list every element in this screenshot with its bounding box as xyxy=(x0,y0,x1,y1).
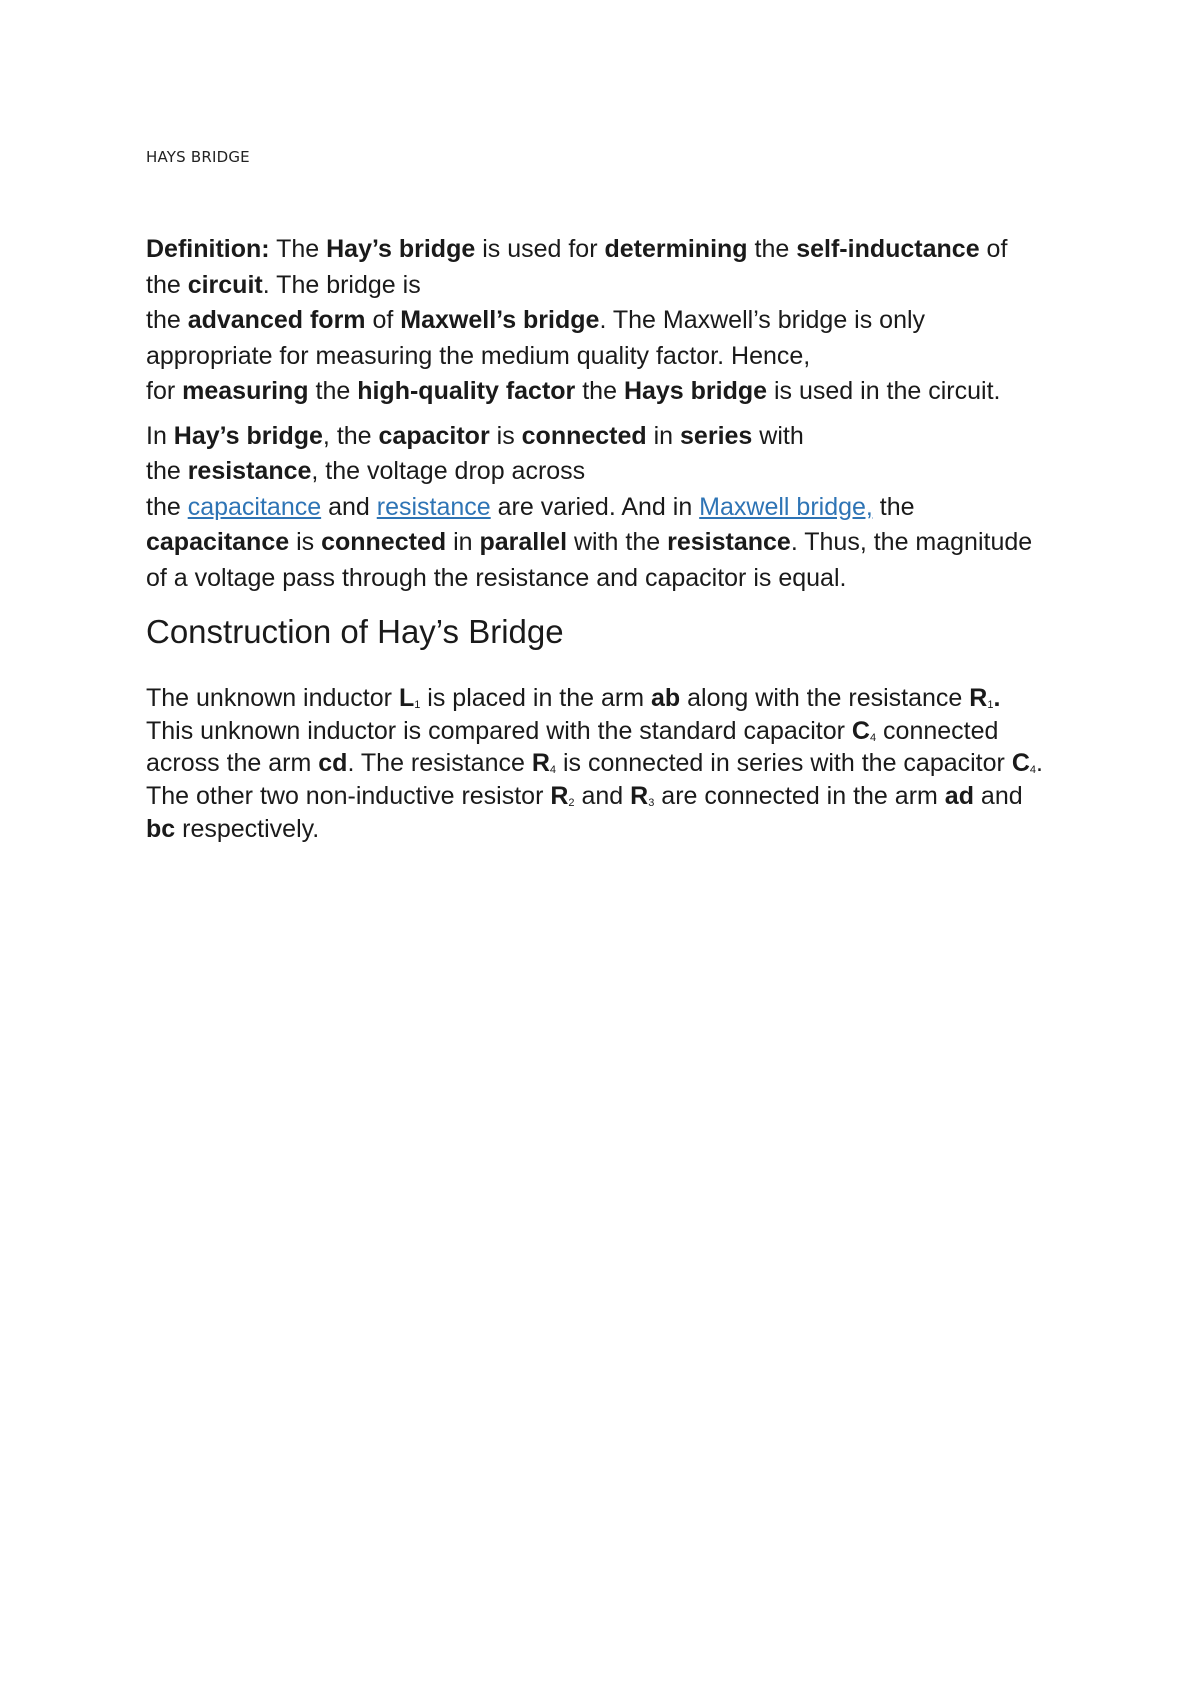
text-run: The xyxy=(269,235,327,263)
text-run: is xyxy=(489,421,522,450)
bold-term: self-inductance xyxy=(796,235,980,263)
text-run: . Thus, the magnitude of a voltage pass through the resistance and capacitor is equal. xyxy=(146,528,1033,592)
bold-term: resistance xyxy=(187,457,312,485)
text-run: of xyxy=(365,306,401,334)
bold-term: connected xyxy=(521,421,647,450)
bold-term: series xyxy=(680,421,753,450)
bold-term: resistance xyxy=(667,528,791,556)
text-run: the xyxy=(146,492,188,521)
subscript: 4 xyxy=(869,731,877,744)
bold-term: high-quality factor xyxy=(357,377,576,405)
comparison-paragraph xyxy=(146,419,1046,597)
text-run: the xyxy=(146,457,188,485)
text-run: This unknown inductor is compared with the standard capacitor xyxy=(146,716,852,745)
text-run: of the xyxy=(146,235,1008,299)
text-run: the xyxy=(872,492,915,521)
bold-term: capacitor xyxy=(378,421,490,450)
text-run: and xyxy=(973,782,1023,811)
capacitance-link[interactable]: capacitance xyxy=(187,492,322,521)
symbol-C4: C xyxy=(1011,749,1030,778)
subscript: 1 xyxy=(414,699,421,711)
text-run: are connected in the arm xyxy=(654,782,945,811)
text-run: with xyxy=(752,421,804,450)
arm-ab: ab xyxy=(651,684,681,712)
symbol-R4: R xyxy=(531,749,550,778)
definition-paragraph xyxy=(146,232,1046,410)
text-run: along with the resistance xyxy=(680,684,970,712)
page-header: HAYS BRIDGE xyxy=(146,148,250,166)
text-run: is used for xyxy=(475,235,605,263)
symbol-C4: C xyxy=(851,716,870,745)
construction-paragraph xyxy=(146,682,1046,846)
text-run: is xyxy=(289,528,322,556)
text-run: In xyxy=(146,421,174,450)
text-run: . The Maxwell’s bridge is only appropriate for measuring the medium quality factor. Hence, xyxy=(146,306,926,370)
bold-term: connected xyxy=(321,528,447,556)
text-run: the xyxy=(146,306,188,334)
bold-term: capacitance xyxy=(146,528,290,556)
symbol-L: L xyxy=(398,684,415,712)
bold-term: circuit xyxy=(187,270,263,299)
text-run: the xyxy=(747,235,797,263)
document-body xyxy=(146,232,1046,871)
period: . xyxy=(993,684,1001,712)
text-run: respectively. xyxy=(175,814,320,843)
resistance-link[interactable]: resistance xyxy=(376,492,491,521)
text-run: , the voltage drop across xyxy=(311,457,586,485)
text-run: in xyxy=(646,421,681,450)
bold-term: measuring xyxy=(182,377,309,405)
bold-term: parallel xyxy=(479,528,568,556)
text-run: for xyxy=(146,377,183,405)
definition-label: Definition: xyxy=(146,235,270,263)
text-run: . The bridge is xyxy=(262,270,421,299)
arm-cd: cd xyxy=(318,749,348,778)
maxwell-bridge-link[interactable]: Maxwell bridge, xyxy=(699,492,873,521)
text-run: and xyxy=(321,492,377,521)
bold-term: Maxwell’s bridge xyxy=(400,306,600,334)
bold-term: advanced form xyxy=(187,306,366,334)
text-run: connected across the arm xyxy=(146,716,999,778)
text-run: is placed in the arm xyxy=(420,684,652,712)
symbol-R2: R xyxy=(550,782,569,811)
subscript: 4 xyxy=(549,764,557,777)
text-run: and xyxy=(574,782,631,811)
text-run: in xyxy=(446,528,480,556)
subscript: 3 xyxy=(648,797,655,810)
text-run: , the xyxy=(322,421,379,450)
text-run: The unknown inductor xyxy=(146,684,399,712)
text-run: is used in the circuit. xyxy=(767,377,1001,405)
text-run: . The resistance xyxy=(347,749,532,778)
bold-term: Hay’s bridge xyxy=(173,421,323,450)
text-run: . The other two non-inductive resistor xyxy=(146,749,1043,811)
construction-heading: Construction of Hay’s Bridge xyxy=(146,613,564,650)
subscript: 1 xyxy=(987,699,994,711)
text-run: the xyxy=(308,377,358,405)
text-run: are varied. And in xyxy=(490,492,700,521)
text-run: is connected in series with the capacitor xyxy=(556,749,1012,778)
bold-term: determining xyxy=(604,235,748,263)
text-run: the xyxy=(575,377,624,405)
text-run: with the xyxy=(567,528,668,556)
subscript: 4 xyxy=(1029,764,1036,777)
arm-ad: ad xyxy=(944,782,974,811)
bold-term: Hay’s bridge xyxy=(326,235,476,263)
arm-bc: bc xyxy=(146,814,176,843)
bold-term: Hays bridge xyxy=(623,377,768,405)
symbol-R1: R xyxy=(969,684,988,712)
symbol-R3: R xyxy=(630,782,649,811)
subscript: 2 xyxy=(568,797,575,810)
